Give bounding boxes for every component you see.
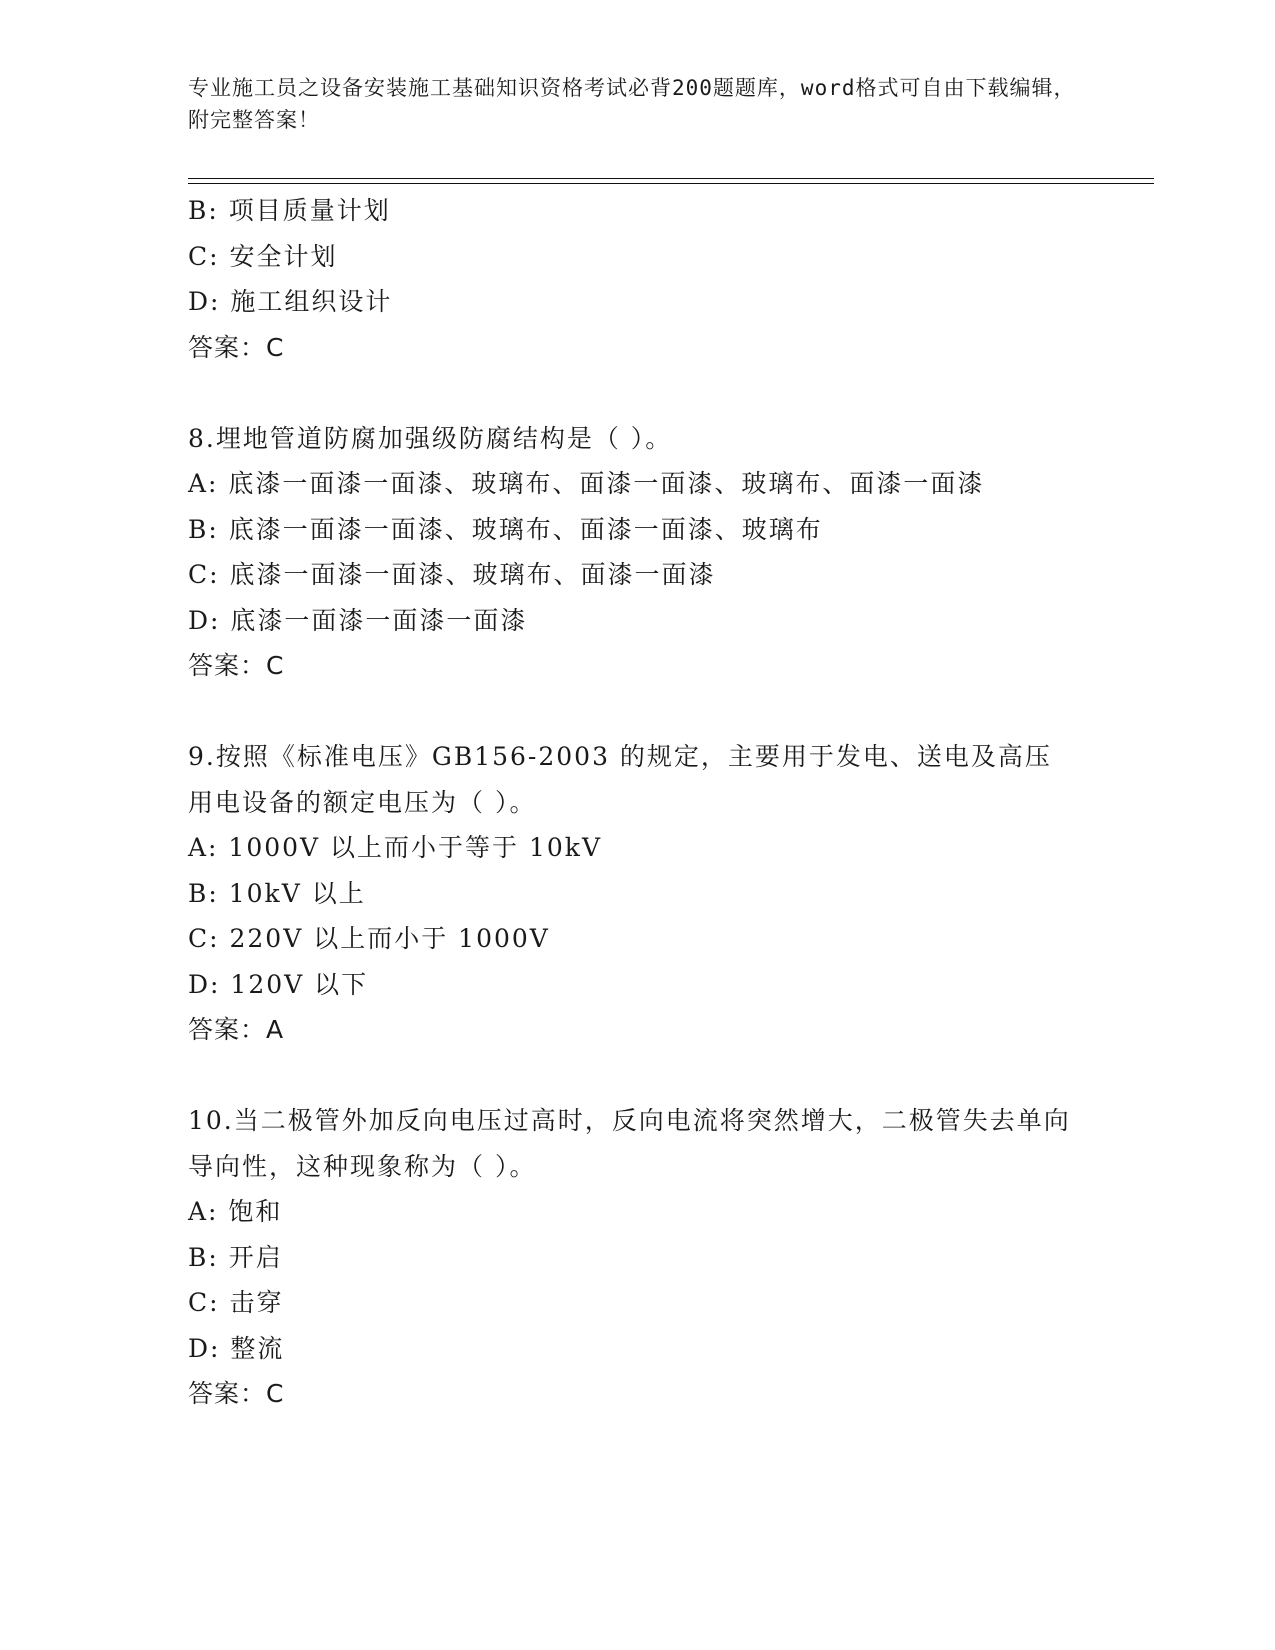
question-block-8: [188, 416, 1078, 689]
header-rule-top: [188, 178, 1154, 179]
option-b: B: 底漆一面漆一面漆、玻璃布、面漆一面漆、玻璃布: [188, 514, 823, 544]
option-a: A: 饱和: [188, 1197, 283, 1226]
spacer: [188, 370, 1078, 416]
option-a: A: 1000V 以上而小于等于 10kV: [188, 833, 603, 862]
question-stem: 9.按照《标准电压》GB156-2003 的规定，主要用于发电、送电及高压用电设备的额定电压为（ ）。: [188, 742, 1052, 817]
option-b: B: 10kV 以上: [188, 878, 366, 908]
answer-line: 答案：A: [188, 1015, 285, 1044]
question-content: [188, 188, 1078, 1417]
header-rule-bottom: [188, 183, 1154, 184]
option-c: C: 安全计划: [188, 241, 338, 271]
option-c: C: 底漆一面漆一面漆、玻璃布、面漆一面漆: [188, 560, 716, 589]
option-d: D: 施工组织设计: [188, 287, 393, 316]
question-stem: 10.当二极管外加反向电压过高时，反向电流将突然增大，二极管失去单向导向性，这种现象称为（ ）。: [188, 1106, 1071, 1181]
option-d: D: 120V 以下: [188, 969, 369, 999]
option-b: B: 开启: [188, 1242, 283, 1272]
option-c: C: 击穿: [188, 1288, 284, 1317]
spacer: [188, 689, 1078, 735]
option-d: D: 整流: [188, 1333, 285, 1363]
option-c: C: 220V 以上而小于 1000V: [188, 924, 550, 953]
answer-line: 答案：C: [188, 1379, 285, 1408]
spacer: [188, 1053, 1078, 1099]
answer-line: 答案：C: [188, 651, 285, 680]
option-d: D: 底漆一面漆一面漆一面漆: [188, 605, 528, 635]
question-stem: 8.埋地管道防腐加强级防腐结构是（ ）。: [188, 423, 673, 453]
answer-line: 答案：C: [188, 332, 285, 362]
question-block-10: [188, 1098, 1078, 1417]
page-header: 专业施工员之设备安装施工基础知识资格考试必背200题题库，word格式可自由下载编辑，附完整答案！: [188, 76, 1076, 132]
option-b: B: 项目质量计划: [188, 196, 391, 225]
option-a: A: 底漆一面漆一面漆、玻璃布、面漆一面漆、玻璃布、面漆一面漆: [188, 469, 985, 498]
question-block-9: [188, 734, 1078, 1053]
carryover-block: [188, 188, 1078, 370]
